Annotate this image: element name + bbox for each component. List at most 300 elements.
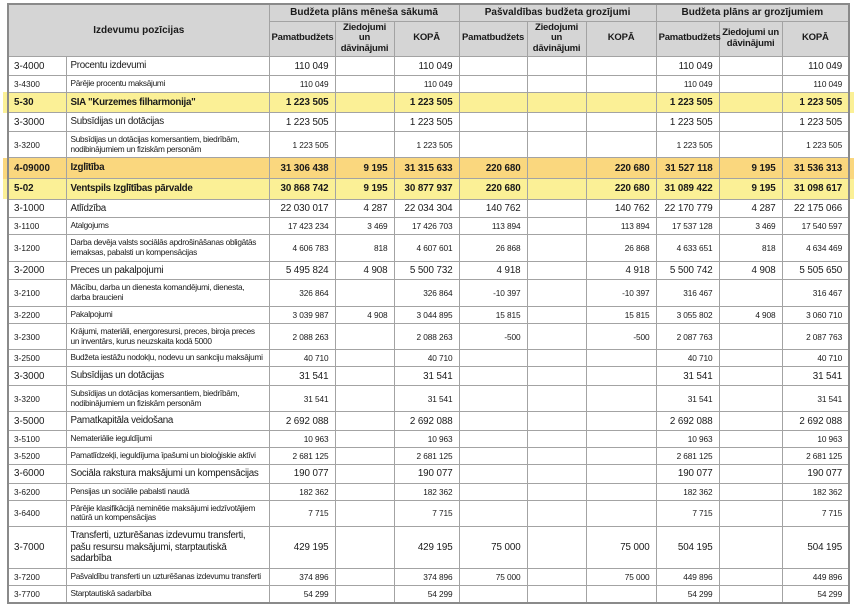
- value-cell: [459, 385, 527, 412]
- table-row: [8, 568, 849, 585]
- value-cell: 1 223 505: [269, 92, 335, 113]
- value-cell: 182 362: [269, 483, 335, 500]
- row-name-cell: Izglītība: [66, 158, 269, 179]
- value-cell: 22 030 017: [269, 199, 335, 218]
- value-cell: 190 077: [782, 465, 849, 484]
- table-row: [8, 218, 849, 235]
- value-cell: 3 055 802: [656, 306, 719, 323]
- row-name-cell: Subsīdijas un dotācijas: [66, 113, 269, 132]
- value-cell: 31 306 438: [269, 158, 335, 179]
- row-code-cell: 3-1200: [8, 235, 66, 262]
- value-cell: [335, 585, 394, 603]
- value-cell: 374 896: [394, 568, 459, 585]
- value-cell: 75 000: [586, 527, 656, 569]
- value-cell: [335, 568, 394, 585]
- value-cell: 2 088 263: [394, 323, 459, 350]
- value-cell: 3 060 710: [782, 306, 849, 323]
- table-row: [8, 412, 849, 431]
- row-name-cell: Darba devēja valsts sociālās apdrošināšanas obligātās iemaksas, pabalsti un kompensācijas: [66, 235, 269, 262]
- value-cell: 2 087 763: [782, 323, 849, 350]
- value-cell: 110 049: [394, 57, 459, 76]
- row-name-cell: Pārējie procentu maksājumi: [66, 75, 269, 92]
- value-cell: [719, 527, 782, 569]
- value-cell: 504 195: [782, 527, 849, 569]
- value-cell: 316 467: [782, 280, 849, 307]
- value-cell: 1 223 505: [782, 92, 849, 113]
- value-cell: 110 049: [394, 75, 459, 92]
- table-row: [8, 57, 849, 76]
- table-row: [8, 385, 849, 412]
- table-body: [8, 57, 849, 603]
- value-cell: [459, 131, 527, 158]
- value-cell: [527, 92, 586, 113]
- row-code-cell: 4-09000: [8, 158, 66, 179]
- value-cell: 40 710: [269, 350, 335, 367]
- value-cell: [719, 385, 782, 412]
- column-group-plan-month-start: Budžeta plāns mēneša sākumā: [269, 4, 459, 21]
- value-cell: 17 423 234: [269, 218, 335, 235]
- value-cell: [586, 131, 656, 158]
- value-cell: 54 299: [394, 585, 459, 603]
- value-cell: 31 527 118: [656, 158, 719, 179]
- row-code-cell: 3-7200: [8, 568, 66, 585]
- column-header-ziedojumi-1: Ziedojumi un dāvinājumi: [335, 21, 394, 57]
- value-cell: [335, 350, 394, 367]
- row-code-cell: 3-7700: [8, 585, 66, 603]
- value-cell: 2 087 763: [656, 323, 719, 350]
- value-cell: [527, 75, 586, 92]
- column-header-pamatbudzets-2: Pamatbudžets: [459, 21, 527, 57]
- value-cell: [719, 113, 782, 132]
- value-cell: 22 170 779: [656, 199, 719, 218]
- value-cell: 182 362: [656, 483, 719, 500]
- value-cell: 2 692 088: [656, 412, 719, 431]
- value-cell: 31 541: [782, 385, 849, 412]
- value-cell: 31 541: [394, 367, 459, 386]
- value-cell: 3 469: [335, 218, 394, 235]
- value-cell: [335, 75, 394, 92]
- value-cell: [527, 585, 586, 603]
- value-cell: 316 467: [656, 280, 719, 307]
- value-cell: 110 049: [269, 57, 335, 76]
- value-cell: 5 495 824: [269, 261, 335, 280]
- value-cell: [527, 323, 586, 350]
- value-cell: 4 287: [719, 199, 782, 218]
- row-code-cell: 3-6000: [8, 465, 66, 484]
- value-cell: [527, 568, 586, 585]
- row-code-cell: 3-4300: [8, 75, 66, 92]
- value-cell: [527, 465, 586, 484]
- row-name-cell: Atlīdzība: [66, 199, 269, 218]
- value-cell: 1 223 505: [269, 113, 335, 132]
- value-cell: [527, 280, 586, 307]
- value-cell: 54 299: [269, 585, 335, 603]
- row-name-cell: Sociāla rakstura maksājumi un kompensācijas: [66, 465, 269, 484]
- table-row: [8, 465, 849, 484]
- value-cell: 15 815: [586, 306, 656, 323]
- value-cell: [719, 280, 782, 307]
- value-cell: 1 223 505: [656, 131, 719, 158]
- value-cell: [527, 448, 586, 465]
- value-cell: [719, 431, 782, 448]
- value-cell: 2 692 088: [394, 412, 459, 431]
- table-row: [8, 131, 849, 158]
- value-cell: 4 634 469: [782, 235, 849, 262]
- value-cell: [719, 323, 782, 350]
- value-cell: [335, 92, 394, 113]
- value-cell: 40 710: [656, 350, 719, 367]
- value-cell: 504 195: [656, 527, 719, 569]
- value-cell: [586, 448, 656, 465]
- row-name-cell: Budžeta iestāžu nodokļu, nodevu un sankciju maksājumi: [66, 350, 269, 367]
- value-cell: 7 715: [269, 500, 335, 527]
- value-cell: 326 864: [394, 280, 459, 307]
- value-cell: 31 098 617: [782, 179, 849, 200]
- value-cell: [459, 483, 527, 500]
- value-cell: 4 607 601: [394, 235, 459, 262]
- value-cell: 31 541: [656, 367, 719, 386]
- table-row: [8, 483, 849, 500]
- value-cell: [719, 483, 782, 500]
- value-cell: [586, 92, 656, 113]
- value-cell: [527, 350, 586, 367]
- value-cell: 2 681 125: [782, 448, 849, 465]
- value-cell: 220 680: [459, 158, 527, 179]
- value-cell: 4 606 783: [269, 235, 335, 262]
- value-cell: [719, 500, 782, 527]
- value-cell: 7 715: [394, 500, 459, 527]
- row-name-cell: Procentu izdevumi: [66, 57, 269, 76]
- row-code-cell: 3-4000: [8, 57, 66, 76]
- value-cell: 326 864: [269, 280, 335, 307]
- value-cell: 5 500 732: [394, 261, 459, 280]
- value-cell: 17 540 597: [782, 218, 849, 235]
- row-code-cell: 3-5000: [8, 412, 66, 431]
- value-cell: [527, 500, 586, 527]
- table-row: [8, 448, 849, 465]
- value-cell: [335, 323, 394, 350]
- value-cell: 54 299: [782, 585, 849, 603]
- row-name-cell: Pensijas un sociālie pabalsti naudā: [66, 483, 269, 500]
- value-cell: [719, 367, 782, 386]
- row-name-cell: Pamatlīdzekļi, ieguldījuma īpašumi un bioloģiskie aktīvi: [66, 448, 269, 465]
- value-cell: [459, 367, 527, 386]
- header-group-row: [8, 4, 849, 21]
- value-cell: [586, 483, 656, 500]
- table-row: [8, 158, 849, 179]
- value-cell: [527, 57, 586, 76]
- value-cell: 30 877 937: [394, 179, 459, 200]
- value-cell: 110 049: [782, 57, 849, 76]
- value-cell: [586, 412, 656, 431]
- value-cell: 31 541: [656, 385, 719, 412]
- value-cell: 5 500 742: [656, 261, 719, 280]
- value-cell: [527, 306, 586, 323]
- value-cell: [586, 500, 656, 527]
- value-cell: -10 397: [459, 280, 527, 307]
- value-cell: 10 963: [656, 431, 719, 448]
- table-row: [8, 261, 849, 280]
- value-cell: [586, 431, 656, 448]
- table-row: [8, 367, 849, 386]
- value-cell: [586, 113, 656, 132]
- value-cell: [459, 500, 527, 527]
- row-name-cell: SIA "Kurzemes filharmonija": [66, 92, 269, 113]
- value-cell: 1 223 505: [394, 92, 459, 113]
- value-cell: [719, 412, 782, 431]
- value-cell: 190 077: [656, 465, 719, 484]
- row-code-cell: 5-30: [8, 92, 66, 113]
- value-cell: 17 426 703: [394, 218, 459, 235]
- value-cell: 2 681 125: [269, 448, 335, 465]
- table-row: [8, 280, 849, 307]
- value-cell: 75 000: [586, 568, 656, 585]
- column-header-kopa-3: KOPĀ: [782, 21, 849, 57]
- value-cell: [527, 412, 586, 431]
- value-cell: 2 681 125: [394, 448, 459, 465]
- column-header-ziedojumi-3: Ziedojumi un dāvinājumi: [719, 21, 782, 57]
- value-cell: 9 195: [335, 158, 394, 179]
- value-cell: [586, 75, 656, 92]
- row-code-cell: 3-2000: [8, 261, 66, 280]
- value-cell: 15 815: [459, 306, 527, 323]
- value-cell: 818: [719, 235, 782, 262]
- value-cell: [459, 465, 527, 484]
- value-cell: [335, 431, 394, 448]
- value-cell: [527, 131, 586, 158]
- value-cell: [527, 261, 586, 280]
- column-header-ziedojumi-2: Ziedojumi un dāvinājumi: [527, 21, 586, 57]
- value-cell: 190 077: [394, 465, 459, 484]
- value-cell: [527, 385, 586, 412]
- value-cell: [586, 57, 656, 76]
- value-cell: 4 918: [586, 261, 656, 280]
- row-name-cell: Preces un pakalpojumi: [66, 261, 269, 280]
- value-cell: [335, 465, 394, 484]
- value-cell: 22 034 304: [394, 199, 459, 218]
- value-cell: 4 633 651: [656, 235, 719, 262]
- value-cell: [586, 367, 656, 386]
- value-cell: 110 049: [269, 75, 335, 92]
- value-cell: 140 762: [586, 199, 656, 218]
- value-cell: 54 299: [656, 585, 719, 603]
- row-name-cell: Starptautiskā sadarbība: [66, 585, 269, 603]
- value-cell: 4 908: [719, 261, 782, 280]
- row-name-cell: Transferti, uzturēšanas izdevumu transferti, pašu resursu maksājumi, starptautiskā sadarbība: [66, 527, 269, 569]
- value-cell: 10 963: [269, 431, 335, 448]
- row-name-cell: Subsīdijas un dotācijas komersantiem, biedrībām, nodibinājumiem un fiziskām personām: [66, 385, 269, 412]
- table-row: [8, 431, 849, 448]
- budget-table: [7, 3, 850, 604]
- value-cell: [719, 57, 782, 76]
- value-cell: 2 088 263: [269, 323, 335, 350]
- value-cell: [527, 431, 586, 448]
- value-cell: 110 049: [656, 75, 719, 92]
- row-code-cell: 3-2300: [8, 323, 66, 350]
- value-cell: [335, 527, 394, 569]
- value-cell: [459, 92, 527, 113]
- value-cell: 220 680: [586, 179, 656, 200]
- column-group-plan-with-amendments: Budžeta plāns ar grozījumiem: [656, 4, 849, 21]
- value-cell: 113 894: [586, 218, 656, 235]
- column-header-pamatbudzets-3: Pamatbudžets: [656, 21, 719, 57]
- value-cell: 1 223 505: [394, 113, 459, 132]
- value-cell: 182 362: [394, 483, 459, 500]
- value-cell: 22 175 066: [782, 199, 849, 218]
- value-cell: [527, 158, 586, 179]
- value-cell: 9 195: [719, 179, 782, 200]
- row-code-cell: 3-6200: [8, 483, 66, 500]
- value-cell: 9 195: [719, 158, 782, 179]
- value-cell: 5 505 650: [782, 261, 849, 280]
- table-row: [8, 306, 849, 323]
- row-name-cell: Subsīdijas un dotācijas komersantiem, biedrībām, nodibinājumiem un fiziskām personām: [66, 131, 269, 158]
- value-cell: [527, 527, 586, 569]
- value-cell: 17 537 128: [656, 218, 719, 235]
- row-code-cell: 3-2500: [8, 350, 66, 367]
- row-code-cell: 3-3200: [8, 131, 66, 158]
- row-name-cell: Pamatkapitāla veidošana: [66, 412, 269, 431]
- table-row: [8, 527, 849, 569]
- row-name-cell: Subsīdijas un dotācijas: [66, 367, 269, 386]
- value-cell: [586, 385, 656, 412]
- value-cell: 449 896: [656, 568, 719, 585]
- value-cell: 4 287: [335, 199, 394, 218]
- value-cell: [719, 585, 782, 603]
- value-cell: [527, 179, 586, 200]
- value-cell: [527, 199, 586, 218]
- value-cell: [335, 131, 394, 158]
- row-name-cell: Pārējie klasifikācijā neminētie maksājumi iedzīvotājiem natūrā un kompensācijas: [66, 500, 269, 527]
- value-cell: 75 000: [459, 568, 527, 585]
- value-cell: 10 963: [394, 431, 459, 448]
- value-cell: 3 469: [719, 218, 782, 235]
- value-cell: 2 692 088: [269, 412, 335, 431]
- value-cell: 30 868 742: [269, 179, 335, 200]
- value-cell: 26 868: [459, 235, 527, 262]
- value-cell: [335, 483, 394, 500]
- value-cell: 31 315 633: [394, 158, 459, 179]
- value-cell: -10 397: [586, 280, 656, 307]
- value-cell: [335, 280, 394, 307]
- row-code-cell: 3-1000: [8, 199, 66, 218]
- value-cell: 31 089 422: [656, 179, 719, 200]
- table-row: [8, 199, 849, 218]
- table-row: [8, 323, 849, 350]
- value-cell: [527, 235, 586, 262]
- value-cell: [586, 585, 656, 603]
- value-cell: 190 077: [269, 465, 335, 484]
- value-cell: [527, 218, 586, 235]
- value-cell: 1 223 505: [782, 131, 849, 158]
- table-header: [8, 4, 849, 57]
- table-row: [8, 92, 849, 113]
- row-code-cell: 3-1100: [8, 218, 66, 235]
- value-cell: 31 541: [269, 385, 335, 412]
- value-cell: [459, 350, 527, 367]
- row-code-cell: 3-3000: [8, 113, 66, 132]
- value-cell: 374 896: [269, 568, 335, 585]
- row-code-cell: 5-02: [8, 179, 66, 200]
- value-cell: [719, 350, 782, 367]
- value-cell: [335, 367, 394, 386]
- value-cell: -500: [586, 323, 656, 350]
- row-name-cell: Krājumi, materiāli, energoresursi, preces, biroja preces un inventārs, kurus neuzskaita kodā 5000: [66, 323, 269, 350]
- value-cell: [459, 113, 527, 132]
- row-code-cell: 3-6400: [8, 500, 66, 527]
- value-cell: [335, 412, 394, 431]
- row-code-cell: 3-3000: [8, 367, 66, 386]
- value-cell: [527, 113, 586, 132]
- value-cell: 110 049: [656, 57, 719, 76]
- value-cell: 220 680: [459, 179, 527, 200]
- value-cell: 1 223 505: [782, 113, 849, 132]
- table-row: [8, 350, 849, 367]
- column-group-municipal-amendments: Pašvaldības budžeta grozījumi: [459, 4, 656, 21]
- value-cell: [719, 568, 782, 585]
- value-cell: 4 908: [335, 306, 394, 323]
- value-cell: 110 049: [782, 75, 849, 92]
- value-cell: [459, 448, 527, 465]
- row-code-cell: 3-5200: [8, 448, 66, 465]
- value-cell: [459, 585, 527, 603]
- value-cell: 4 908: [335, 261, 394, 280]
- value-cell: [335, 448, 394, 465]
- value-cell: [527, 367, 586, 386]
- value-cell: [527, 483, 586, 500]
- row-name-cell: Pašvaldību transferti un uzturēšanas izdevumu transferti: [66, 568, 269, 585]
- value-cell: [586, 465, 656, 484]
- row-code-cell: 3-5100: [8, 431, 66, 448]
- value-cell: [335, 500, 394, 527]
- value-cell: 429 195: [269, 527, 335, 569]
- column-header-positions: Izdevumu pozīcijas: [8, 4, 269, 57]
- value-cell: 1 223 505: [394, 131, 459, 158]
- value-cell: 9 195: [335, 179, 394, 200]
- value-cell: [335, 57, 394, 76]
- row-name-cell: Mācību, darba un dienesta komandējumi, dienesta, darba braucieni: [66, 280, 269, 307]
- value-cell: 31 536 313: [782, 158, 849, 179]
- value-cell: 31 541: [269, 367, 335, 386]
- table-row: [8, 179, 849, 200]
- column-header-pamatbudzets-1: Pamatbudžets: [269, 21, 335, 57]
- table-row: [8, 235, 849, 262]
- column-header-kopa-1: KOPĀ: [394, 21, 459, 57]
- value-cell: [719, 131, 782, 158]
- table-row: [8, 113, 849, 132]
- value-cell: [459, 431, 527, 448]
- value-cell: [586, 350, 656, 367]
- value-cell: [719, 92, 782, 113]
- value-cell: 2 681 125: [656, 448, 719, 465]
- row-code-cell: 3-2200: [8, 306, 66, 323]
- value-cell: 449 896: [782, 568, 849, 585]
- value-cell: 3 044 895: [394, 306, 459, 323]
- value-cell: [459, 412, 527, 431]
- value-cell: 429 195: [394, 527, 459, 569]
- value-cell: -500: [459, 323, 527, 350]
- value-cell: 182 362: [782, 483, 849, 500]
- value-cell: 40 710: [782, 350, 849, 367]
- value-cell: [719, 75, 782, 92]
- row-name-cell: Ventspils Izglītības pārvalde: [66, 179, 269, 200]
- value-cell: [459, 57, 527, 76]
- row-name-cell: Pakalpojumi: [66, 306, 269, 323]
- table-row: [8, 585, 849, 603]
- value-cell: 7 715: [656, 500, 719, 527]
- value-cell: 10 963: [782, 431, 849, 448]
- value-cell: 4 918: [459, 261, 527, 280]
